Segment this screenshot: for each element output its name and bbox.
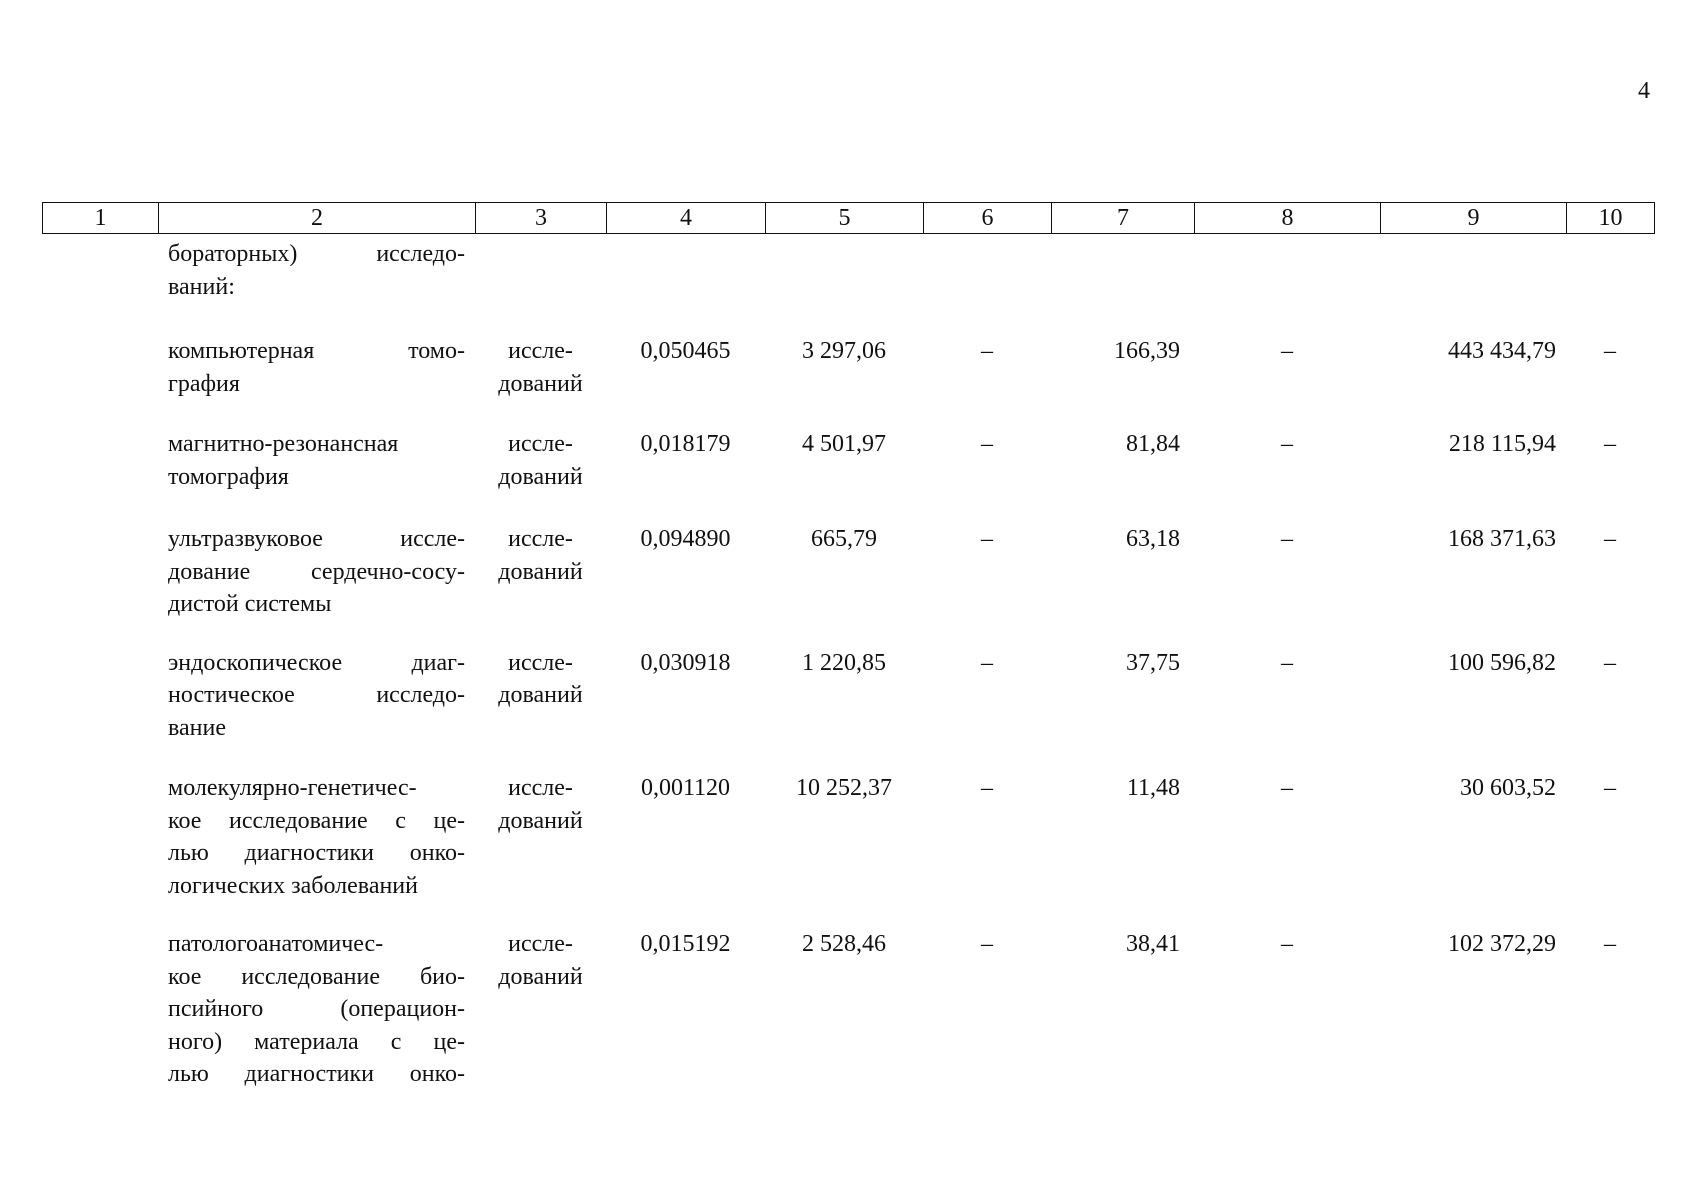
value-text: – (1281, 338, 1293, 364)
value-cell-9 (1380, 335, 1566, 400)
unit-line: иссле- (508, 649, 573, 676)
unit-cell (475, 523, 606, 621)
value-text: – (981, 431, 993, 457)
header-col-2: 2 (159, 203, 476, 234)
value-cell-5 (765, 772, 923, 902)
table-row (42, 523, 1654, 621)
value-text: – (1604, 338, 1616, 364)
unit-line: дований (498, 963, 583, 990)
value-text: – (1604, 931, 1616, 957)
value-cell-10 (1566, 428, 1654, 493)
table-row (42, 335, 1654, 400)
value-cell-9 (1380, 647, 1566, 745)
value-text: 166,39 (1114, 338, 1180, 364)
value-text: 11,48 (1126, 775, 1180, 801)
service-name-cell (158, 523, 475, 621)
value-text: 0,015192 (640, 931, 731, 957)
header-col-3: 3 (476, 203, 607, 234)
name-line: лью диагностики онко- (168, 840, 465, 866)
unit-line: дований (498, 558, 583, 585)
header-col-5: 5 (766, 203, 924, 234)
unit-cell (475, 928, 606, 1091)
value-text: – (981, 526, 993, 552)
name-line: магнитно-резонансная (168, 431, 399, 457)
unit-line: дований (498, 463, 583, 490)
value-text: 168 371,63 (1448, 526, 1556, 552)
value-text: – (981, 775, 993, 801)
value-cell-4 (606, 335, 765, 400)
service-name-cell (158, 647, 475, 745)
value-cell-9 (1380, 523, 1566, 621)
value-text: 38,41 (1126, 931, 1180, 957)
value-text: 3 297,06 (802, 338, 886, 364)
row-number-cell (42, 772, 158, 902)
value-text: – (981, 649, 993, 676)
header-col-8: 8 (1195, 203, 1381, 234)
value-cell-6 (923, 772, 1051, 902)
header-col-7: 7 (1052, 203, 1195, 234)
value-text: – (981, 338, 993, 364)
value-text: 10 252,37 (796, 775, 892, 801)
value-cell-7 (1051, 647, 1194, 745)
row-number-cell (42, 335, 158, 400)
value-text: 81,84 (1126, 431, 1180, 457)
value-cell-5 (765, 928, 923, 1091)
row-number-cell (42, 928, 158, 1091)
column-number-header (42, 202, 1655, 234)
value-text: 4 501,97 (802, 431, 886, 457)
header-col-10: 10 (1567, 203, 1655, 234)
unit-line: дований (498, 807, 583, 834)
value-cell-8 (1194, 428, 1380, 493)
value-cell-6 (923, 647, 1051, 745)
name-line: псийного (операцион- (168, 996, 465, 1022)
unit-line: иссле- (508, 338, 573, 364)
name-line: ультразвуковое иссле- (168, 526, 465, 552)
name-line: дование сердечно-сосу- (168, 558, 465, 585)
name-line: кое исследование с це- (168, 807, 465, 834)
value-text: 0,018179 (640, 431, 731, 457)
value-cell-5 (765, 647, 923, 745)
table-row (42, 647, 1654, 745)
unit-cell (475, 772, 606, 902)
value-cell-10 (1566, 772, 1654, 902)
value-text: – (1604, 431, 1616, 457)
value-cell-4 (606, 928, 765, 1091)
value-text: 30 603,52 (1460, 775, 1556, 801)
value-cell-10 (1566, 647, 1654, 745)
value-text: 665,79 (811, 526, 877, 552)
value-cell-4 (606, 647, 765, 745)
table-row (42, 928, 1654, 1091)
value-text: 0,001120 (640, 775, 731, 801)
name-line: бораторных) исследо- (168, 241, 465, 267)
value-cell-8 (1194, 647, 1380, 745)
value-cell-4 (606, 523, 765, 621)
continuation-row (42, 238, 1654, 303)
value-text: 63,18 (1126, 526, 1180, 552)
name-line: томография (168, 463, 289, 490)
value-cell-6 (923, 428, 1051, 493)
value-cell-7 (1051, 928, 1194, 1091)
table-body (42, 238, 1654, 1091)
value-cell-5 (765, 335, 923, 400)
value-cell-10 (1566, 928, 1654, 1091)
value-cell-5 (765, 428, 923, 493)
value-cell-5 (765, 523, 923, 621)
value-text: 2 528,46 (802, 931, 886, 957)
name-line: эндоскопическое диаг- (168, 649, 465, 676)
name-line: вание (168, 714, 227, 741)
value-cell-10 (1566, 335, 1654, 400)
name-line: молекулярно-генетичес- (168, 775, 417, 801)
value-cell-7 (1051, 335, 1194, 400)
value-cell-8 (1194, 335, 1380, 400)
name-line: дистой системы (168, 591, 332, 617)
service-name-cell (158, 335, 475, 400)
value-text: 0,030918 (640, 649, 731, 676)
header-col-1: 1 (43, 203, 159, 234)
value-cell-6 (923, 335, 1051, 400)
unit-line: иссле- (508, 526, 573, 552)
value-text: – (1604, 526, 1616, 552)
value-cell-7 (1051, 772, 1194, 902)
header-col-9: 9 (1381, 203, 1567, 234)
value-cell-4 (606, 772, 765, 902)
page-number: 4 (1638, 78, 1650, 104)
unit-line: иссле- (508, 775, 573, 801)
value-text: 100 596,82 (1448, 649, 1556, 676)
continuation-text (158, 238, 475, 303)
value-text: – (1281, 775, 1293, 801)
row-number-cell (42, 647, 158, 745)
name-line: графия (168, 370, 240, 397)
name-line: компьютерная томо- (168, 338, 465, 364)
unit-line: дований (498, 682, 583, 708)
value-cell-7 (1051, 428, 1194, 493)
value-cell-8 (1194, 928, 1380, 1091)
value-cell-8 (1194, 523, 1380, 621)
value-text: 0,094890 (640, 526, 731, 552)
value-text: – (1281, 431, 1293, 457)
value-cell-9 (1380, 428, 1566, 493)
unit-cell (475, 428, 606, 493)
value-text: – (1281, 931, 1293, 957)
value-cell-8 (1194, 772, 1380, 902)
value-text: 0,050465 (640, 338, 731, 364)
value-cell-9 (1380, 928, 1566, 1091)
name-line: кое исследование био- (168, 963, 465, 990)
unit-line: иссле- (508, 431, 573, 457)
service-name-cell (158, 928, 475, 1091)
value-cell-7 (1051, 523, 1194, 621)
value-cell-9 (1380, 772, 1566, 902)
value-cell-4 (606, 428, 765, 493)
value-text: – (1281, 526, 1293, 552)
header-col-4: 4 (607, 203, 766, 234)
row-number-cell (42, 428, 158, 493)
value-text: – (981, 931, 993, 957)
rows-container (42, 335, 1654, 1091)
value-text: 218 115,94 (1448, 431, 1556, 457)
unit-line: иссле- (508, 931, 573, 957)
value-text: – (1281, 649, 1293, 676)
name-line: ностическое исследо- (168, 682, 465, 708)
value-text: – (1604, 649, 1616, 676)
value-text: 102 372,29 (1448, 931, 1556, 957)
name-line: патологоанатомичес- (168, 931, 384, 957)
value-text: 443 434,79 (1448, 338, 1556, 364)
unit-cell (475, 335, 606, 400)
table-row (42, 428, 1654, 493)
unit-line: дований (498, 370, 583, 397)
name-line: лью диагностики онко- (168, 1061, 465, 1087)
unit-cell (475, 647, 606, 745)
service-name-cell (158, 428, 475, 493)
name-line: ного) материала с це- (168, 1028, 465, 1055)
value-cell-6 (923, 928, 1051, 1091)
value-text: 37,75 (1126, 649, 1180, 676)
value-text: – (1604, 775, 1616, 801)
value-cell-6 (923, 523, 1051, 621)
row-number-cell (42, 523, 158, 621)
name-line: ваний: (168, 273, 235, 300)
header-col-6: 6 (924, 203, 1052, 234)
value-text: 1 220,85 (802, 649, 886, 676)
name-line: логических заболеваний (168, 872, 418, 899)
value-cell-10 (1566, 523, 1654, 621)
service-name-cell (158, 772, 475, 902)
table-row (42, 772, 1654, 902)
